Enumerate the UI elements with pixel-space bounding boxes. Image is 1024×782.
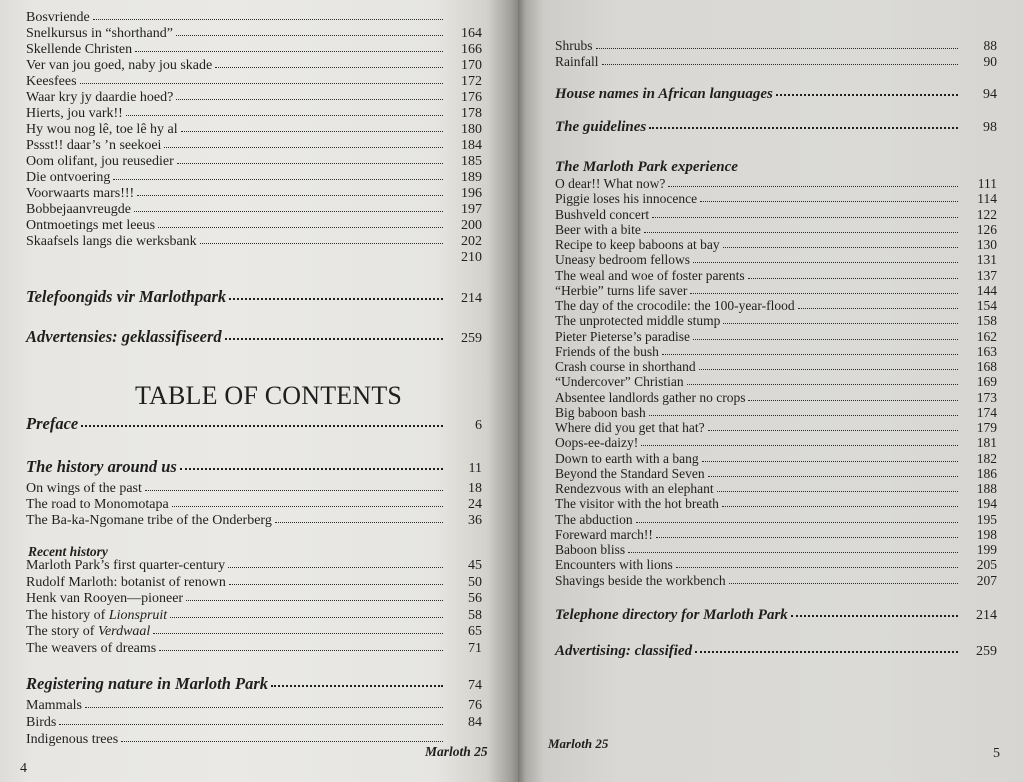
toc-entry	[26, 481, 482, 497]
page-number: 131	[976, 252, 997, 268]
toc-entry	[555, 481, 997, 496]
dot-leader	[170, 617, 443, 618]
recent-history-entry-list	[26, 558, 482, 658]
dot-leader	[153, 633, 443, 634]
page-number: 162	[976, 328, 997, 344]
dot-leader	[722, 506, 958, 507]
entry-title: O dear!! What now?	[555, 176, 666, 191]
entry-title: Baboon bliss	[555, 542, 626, 557]
toc-entry	[555, 344, 997, 359]
toc-entry	[26, 497, 482, 513]
toc-entry	[26, 714, 482, 731]
entry-title: “Undercover” Christian	[555, 374, 684, 390]
page-number: 84	[468, 715, 482, 730]
history-heading-entry	[26, 456, 482, 478]
entry-title-italic: Lionspruit	[108, 607, 168, 623]
nature-entry-list	[26, 697, 482, 748]
page-number: 71	[468, 640, 482, 656]
toc-entry	[555, 390, 997, 405]
toc-entry	[26, 575, 482, 592]
page-number: 163	[976, 343, 997, 359]
dot-leader	[668, 186, 958, 187]
toc-entry	[26, 42, 482, 58]
toc-entry	[555, 298, 997, 313]
dot-leader	[85, 707, 443, 708]
page-number: 178	[461, 106, 482, 121]
toc-entry	[26, 697, 482, 714]
dot-leader	[644, 232, 958, 233]
entry-title: Rudolf Marloth: botanist of renown	[26, 574, 226, 590]
entry-title: The weavers of dreams	[26, 640, 157, 656]
page-number: 169	[976, 374, 997, 390]
entry-title: House names in African languages	[555, 86, 773, 102]
dot-leader	[176, 99, 443, 100]
entry-title: Telephone directory for Marloth Park	[555, 607, 788, 623]
toc-entry	[26, 90, 482, 106]
toc-entry	[555, 496, 997, 511]
experience-entry-list	[555, 176, 997, 588]
entry-title: Waar kry jy daardie hoed?	[26, 90, 174, 105]
toc-entry	[26, 608, 482, 625]
page-number: 144	[976, 282, 997, 298]
dot-leader	[200, 243, 443, 244]
entry-title: Crash course in shorthand	[555, 359, 696, 374]
afrikaans-contents-list	[26, 10, 482, 266]
entry-title: Snelkursus in “shorthand”	[26, 26, 173, 41]
entry-title: Henk van Rooyen—pioneer	[26, 591, 184, 607]
page-number: 172	[461, 74, 482, 89]
house-names-entry	[555, 84, 997, 104]
dot-leader	[134, 211, 443, 212]
entry-title: Bobbejaanvreugde	[26, 202, 131, 217]
entry-title: Beyond the Standard Seven	[555, 465, 705, 481]
page-number: 199	[976, 542, 997, 557]
entry-title: Keesfees	[26, 74, 77, 89]
preface-entry	[26, 413, 482, 435]
dot-leader	[180, 468, 443, 470]
dot-leader	[628, 552, 958, 553]
dot-leader	[748, 400, 958, 401]
page-number: 122	[976, 206, 997, 222]
entry-title: Registering nature in Marloth Park	[26, 674, 269, 693]
dot-leader	[275, 522, 443, 523]
page-number: 126	[976, 221, 997, 237]
page-number: 197	[461, 202, 482, 217]
entry-title: Foreward march!!	[555, 526, 653, 542]
dot-leader	[676, 567, 958, 568]
page-number: 130	[976, 237, 997, 252]
page-number: 166	[461, 42, 482, 57]
right-page	[518, 0, 1024, 782]
toc-entry	[555, 512, 997, 527]
entry-title: Marloth Park’s first quarter-century	[26, 558, 226, 573]
toc-entry	[555, 420, 997, 435]
toc-entry	[555, 176, 997, 191]
dot-leader	[228, 567, 443, 568]
dot-leader	[729, 583, 958, 584]
toc-entry	[555, 237, 997, 252]
page-number: 11	[468, 461, 482, 476]
page-number: 205	[976, 557, 997, 573]
toc-entry	[555, 283, 997, 298]
entry-title: The Ba-ka-Ngomane tribe of the Onderberg	[26, 513, 272, 528]
entry-title-italic: Verdwaal	[97, 624, 151, 640]
page-number: 154	[976, 298, 997, 313]
entry-title: The visitor with the hot breath	[555, 496, 719, 512]
dot-leader	[723, 323, 958, 324]
entry-title: Encounters with lions	[555, 557, 673, 573]
toc-entry	[555, 54, 997, 70]
entry-title: Skellende Christen	[26, 42, 133, 57]
toc-entry	[555, 405, 997, 420]
dot-leader	[172, 506, 443, 507]
toc-entry	[26, 250, 482, 266]
page-number: 173	[976, 389, 997, 405]
toc-entry	[26, 234, 482, 250]
toc-entry	[26, 10, 482, 26]
entry-title: Hy wou nog lê, toe lê hy al	[26, 122, 178, 137]
toc-entry	[26, 218, 482, 234]
entry-title: Voorwaarts mars!!!	[26, 186, 135, 201]
page-number: 179	[976, 420, 997, 435]
nature-continued-list	[555, 38, 997, 70]
entry-title: The abduction	[555, 511, 633, 527]
guidelines-entry	[555, 117, 997, 137]
entry-title: Telefoongids vir Marlothpark	[26, 287, 227, 306]
entry-title: Pssst!! daar’s ’n seekoei	[26, 138, 162, 153]
dot-leader	[652, 217, 958, 218]
entry-title: The road to Monomotapa	[26, 497, 169, 512]
history-entry-list	[26, 481, 482, 529]
dot-leader	[271, 685, 443, 687]
page-number: 137	[976, 267, 997, 283]
dot-leader	[798, 308, 958, 309]
page-number: 74	[468, 678, 482, 693]
page-number: 180	[461, 122, 482, 137]
entry-title: Bosvriende	[26, 10, 90, 25]
dot-leader	[215, 67, 443, 68]
dot-leader	[702, 461, 958, 462]
dot-leader	[181, 131, 443, 132]
page-number: 194	[976, 496, 997, 512]
toc-entry	[26, 624, 482, 641]
page-number: 196	[461, 186, 482, 201]
dot-leader	[145, 490, 443, 491]
toc-entry	[26, 26, 482, 42]
dot-leader	[693, 262, 958, 263]
entry-title: Absentee landlords gather no crops	[555, 389, 746, 405]
toc-entry	[26, 513, 482, 529]
dot-leader	[80, 83, 443, 84]
page-number: 170	[461, 58, 482, 73]
entry-title: Beer with a bite	[555, 221, 641, 237]
entry-title: Rainfall	[555, 54, 599, 69]
entry-title: Where did you get that hat?	[555, 420, 705, 435]
toc-entry	[26, 731, 482, 748]
toc-entry	[555, 359, 997, 374]
toc-entry	[26, 106, 482, 122]
entry-title: The history around us	[26, 457, 177, 476]
entry-title: Hierts, jou vark!!	[26, 106, 123, 121]
dot-leader	[662, 354, 958, 355]
toc-entry	[555, 191, 997, 206]
page-number: 195	[976, 511, 997, 527]
entry-title: The history of	[26, 607, 106, 623]
page-number: 188	[976, 481, 997, 496]
toc-entry	[555, 313, 997, 328]
table-of-contents-title: TABLE OF CONTENTS	[135, 381, 403, 410]
dot-leader	[649, 127, 958, 129]
entry-title: Preface	[26, 414, 79, 433]
page-number: 189	[461, 170, 482, 185]
entry-title: The weal and woe of foster parents	[555, 267, 745, 283]
entry-title: The unprotected middle stump	[555, 313, 721, 329]
dot-leader	[93, 19, 443, 20]
toc-entry	[26, 591, 482, 608]
entry-title: Ver van jou goed, naby jou skade	[26, 58, 213, 73]
page-number: 6	[475, 418, 482, 433]
toc-entry	[26, 558, 482, 575]
dot-leader	[177, 163, 443, 164]
entry-title: Advertensies: geklassifiseerd	[26, 327, 222, 346]
dot-leader	[708, 476, 958, 477]
page-number: 65	[468, 624, 482, 640]
page-number: 176	[461, 90, 482, 105]
page-number: 50	[468, 574, 482, 590]
page-number: 164	[461, 26, 482, 41]
page-number: 45	[468, 558, 482, 573]
dot-leader	[186, 600, 443, 601]
toc-entry	[555, 451, 997, 466]
dot-leader	[690, 293, 958, 294]
entry-title: The story of	[26, 624, 95, 640]
page-number: 56	[468, 591, 482, 607]
toc-entry	[555, 268, 997, 283]
folio-page-number: 4	[20, 761, 27, 776]
entry-title: Birds	[26, 715, 57, 730]
page-number: 185	[461, 154, 482, 169]
toc-entry	[555, 435, 997, 450]
advertising-entry	[555, 641, 997, 661]
dot-leader	[137, 195, 443, 196]
dot-leader	[641, 445, 958, 446]
dot-leader	[135, 51, 443, 52]
entry-title: Friends of the bush	[555, 343, 659, 359]
dot-leader	[225, 338, 443, 340]
page-number: 58	[468, 607, 482, 623]
dot-leader	[649, 415, 958, 416]
dot-leader	[708, 430, 958, 431]
toc-entry	[26, 154, 482, 170]
dot-leader	[121, 741, 443, 742]
dot-leader	[29, 259, 443, 260]
toc-entry	[555, 527, 997, 542]
page-number: 259	[976, 644, 997, 659]
dot-leader	[158, 227, 443, 228]
dot-leader	[656, 537, 958, 538]
entry-title: Oops-ee-daizy!	[555, 435, 639, 451]
page-number: 186	[976, 465, 997, 481]
toc-entry	[555, 573, 997, 588]
entry-title: Rendezvous with an elephant	[555, 481, 714, 496]
entry-title: Piggie loses his innocence	[555, 191, 698, 207]
entry-title: Advertising: classified	[555, 643, 693, 659]
entry-title: Mammals	[26, 698, 82, 713]
entry-title: Skaafsels langs die werksbank	[26, 234, 197, 249]
page-number: 210	[461, 250, 482, 265]
toc-entry	[26, 170, 482, 186]
dot-leader	[229, 298, 443, 300]
dot-leader	[723, 247, 958, 248]
page-number: 259	[461, 331, 482, 346]
dot-leader	[164, 147, 443, 148]
entry-title: Recipe to keep baboons at bay	[555, 237, 720, 252]
entry-title: The guidelines	[555, 119, 647, 135]
entry-title: Die ontvoering	[26, 170, 111, 185]
dot-leader	[695, 651, 958, 653]
entry-title: Pieter Pieterse’s paradise	[555, 328, 690, 344]
dot-leader	[176, 35, 443, 36]
page-number: 158	[976, 313, 997, 329]
entry-title: Shavings beside the workbench	[555, 572, 726, 588]
page-number: 174	[976, 404, 997, 420]
toc-entry	[26, 202, 482, 218]
dot-leader	[693, 339, 958, 340]
toc-entry	[555, 38, 997, 54]
telephone-directory-entry	[555, 605, 997, 625]
page-number: 94	[983, 87, 997, 102]
toc-entry	[555, 542, 997, 557]
page-number: 184	[461, 138, 482, 153]
page-number: 98	[983, 120, 997, 135]
page-number: 214	[461, 291, 482, 306]
toc-entry	[26, 58, 482, 74]
entry-title: Big baboon bash	[555, 404, 646, 420]
toc-entry	[555, 207, 997, 222]
nature-heading-entry	[26, 673, 482, 695]
toc-entry	[26, 74, 482, 90]
dot-leader	[113, 179, 443, 180]
dot-leader	[748, 278, 958, 279]
toc-entry	[26, 122, 482, 138]
dot-leader	[602, 64, 959, 65]
dot-leader	[776, 94, 958, 96]
entry-title: Oom olifant, jou reusedier	[26, 154, 174, 169]
folio-page-number: 5	[993, 746, 1000, 761]
page-number: 200	[461, 218, 482, 233]
entry-title: Down to earth with a bang	[555, 450, 699, 466]
toc-entry	[555, 329, 997, 344]
dot-leader	[687, 384, 958, 385]
dot-leader	[126, 115, 443, 116]
telephone-directory-entry	[26, 286, 482, 308]
entry-title: “Herbie” turns life saver	[555, 282, 688, 298]
toc-entry	[555, 374, 997, 389]
page-number: 207	[976, 572, 997, 588]
dot-leader	[59, 724, 443, 725]
entry-title: The day of the crocodile: the 100-year-flood	[555, 298, 795, 313]
entry-title: Indigenous trees	[26, 732, 119, 747]
toc-entry	[555, 466, 997, 481]
toc-entry	[26, 186, 482, 202]
dot-leader	[636, 522, 958, 523]
page-number: 181	[976, 435, 997, 451]
recent-history-subheading: Recent history	[28, 544, 108, 559]
entry-title: Bushveld concert	[555, 206, 650, 222]
dot-leader	[159, 650, 443, 651]
entry-title: Uneasy bedroom fellows	[555, 252, 690, 268]
page-number: 18	[468, 481, 482, 496]
experience-heading: The Marloth Park experience	[555, 159, 738, 175]
page-number: 168	[976, 359, 997, 374]
page-number: 90	[983, 54, 997, 69]
dot-leader	[717, 491, 958, 492]
page-number: 24	[468, 497, 482, 512]
toc-entry	[26, 138, 482, 154]
dot-leader	[81, 425, 443, 427]
entry-title: Ontmoetings met leeus	[26, 218, 156, 233]
dot-leader	[229, 584, 443, 585]
dot-leader	[700, 201, 958, 202]
running-footer: Marloth 25	[425, 744, 488, 759]
toc-entry	[555, 557, 997, 572]
page-number: 198	[976, 526, 997, 542]
page-number: 182	[976, 450, 997, 466]
running-footer: Marloth 25	[548, 736, 609, 751]
page-number: 76	[468, 698, 482, 713]
page-number: 114	[977, 191, 997, 207]
dot-leader	[596, 48, 958, 49]
advertising-entry	[26, 326, 482, 348]
page-number: 111	[977, 176, 997, 191]
page-number: 214	[976, 608, 997, 623]
page-number: 36	[468, 513, 482, 528]
entry-title: Shrubs	[555, 38, 593, 53]
page-number: 88	[983, 38, 997, 53]
entry-title: On wings of the past	[26, 481, 142, 496]
toc-entry	[555, 252, 997, 267]
toc-entry	[26, 641, 482, 658]
dot-leader	[699, 369, 958, 370]
toc-entry	[555, 222, 997, 237]
page-number: 202	[461, 234, 482, 249]
dot-leader	[791, 615, 958, 617]
